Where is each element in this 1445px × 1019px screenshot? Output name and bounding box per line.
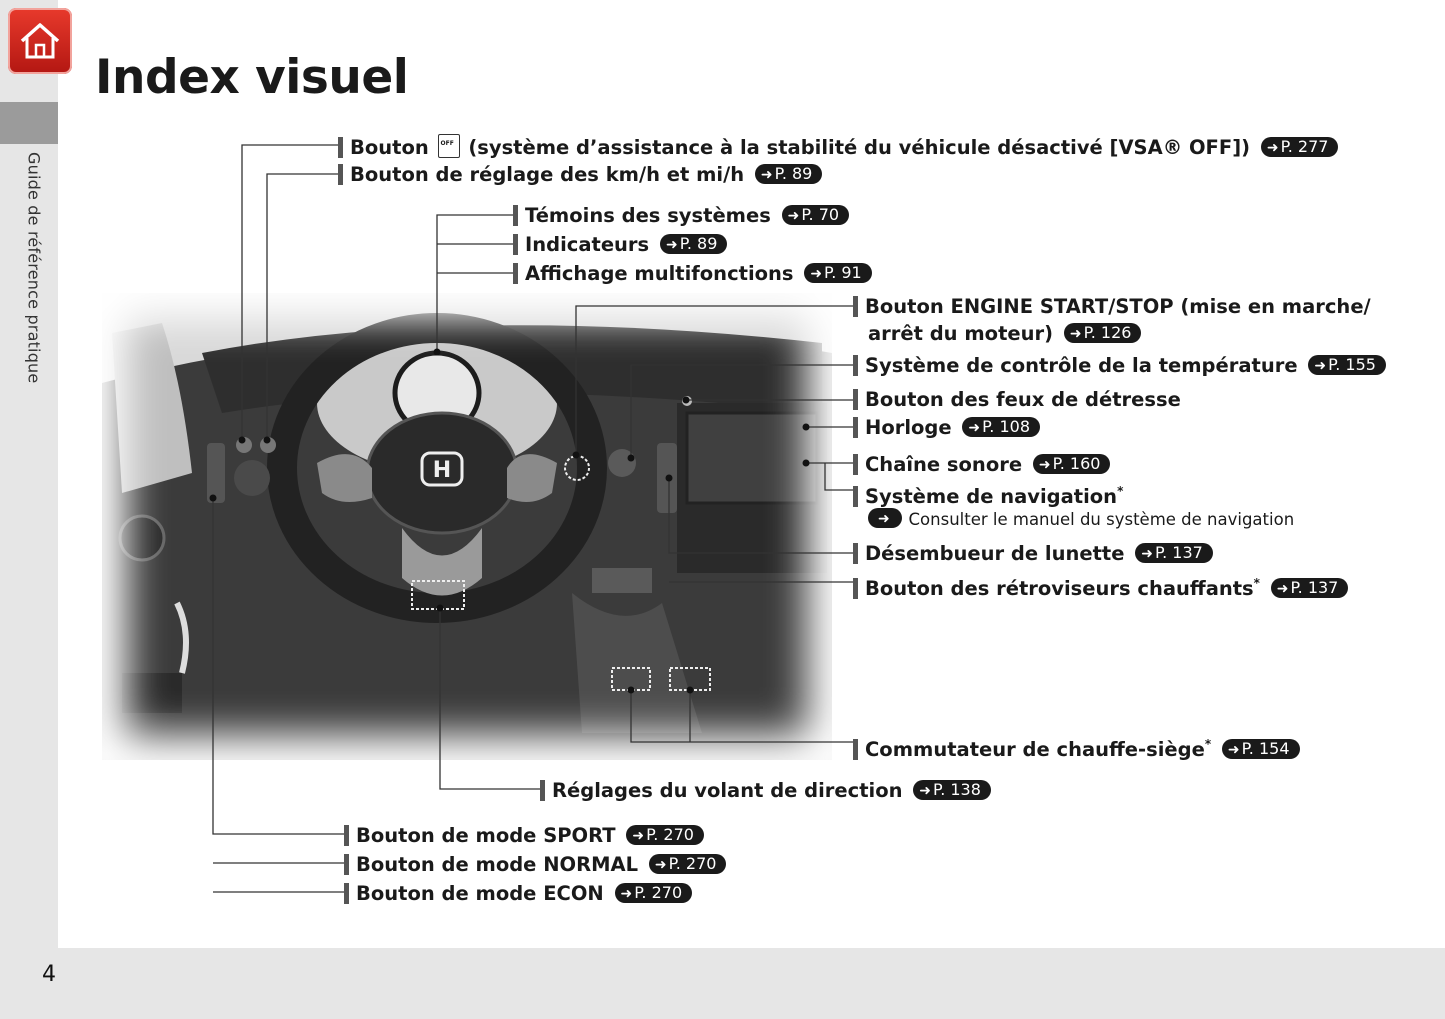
callout-temperature: Système de contrôle de la température ➜ P. 155 <box>853 354 1386 378</box>
callout-detresse: Bouton des feux de détresse <box>853 388 1181 412</box>
callout-volant: Réglages du volant de direction ➜ P. 138 <box>540 779 991 803</box>
callout-navigation: Système de navigation* <box>853 479 1123 509</box>
callout-sport: Bouton de mode SPORT ➜ P. 270 <box>344 824 704 848</box>
home-icon <box>18 21 62 61</box>
page-ref-link[interactable]: ➜ P. 138 <box>913 780 991 800</box>
page-ref-link[interactable]: ➜ P. 154 <box>1222 739 1300 759</box>
callout-normal: Bouton de mode NORMAL ➜ P. 270 <box>344 853 726 877</box>
page-title: Index visuel <box>95 50 409 105</box>
page-ref-link[interactable]: ➜ P. 155 <box>1308 355 1386 375</box>
callout-chaine-sonore: Chaîne sonore ➜ P. 160 <box>853 453 1110 477</box>
side-section-label: Guide de référence pratique <box>24 152 44 384</box>
page-ref-link[interactable]: ➜ P. 89 <box>755 164 822 184</box>
svg-text:H: H <box>432 458 452 483</box>
page-ref-link[interactable]: ➜ P. 270 <box>615 883 693 903</box>
callout-vsa-off: Bouton OFF (système d’assistance à la stabilité du véhicule désactivé [VSA® OFF]) ➜ P. 277 <box>338 134 1338 160</box>
vsa-off-icon: OFF <box>438 134 460 158</box>
callout-temoins: Témoins des systèmes ➜ P. 70 <box>513 204 849 228</box>
page-number: 4 <box>42 962 56 987</box>
callout-kmh: Bouton de réglage des km/h et mi/h ➜ P. 89 <box>338 163 822 187</box>
callout-engine-start: Bouton ENGINE START/STOP (mise en marche/ <box>853 295 1371 319</box>
callout-engine-start-line2: arrêt du moteur) ➜ P. 126 <box>868 322 1141 346</box>
callout-retroviseurs: Bouton des rétroviseurs chauffants* ➜ P. 137 <box>853 571 1348 601</box>
sidebar-tab-marker <box>0 102 58 144</box>
page-ref-link[interactable]: ➜ P. 270 <box>626 825 704 845</box>
page-ref-link[interactable]: ➜ P. 137 <box>1271 578 1349 598</box>
callout-horloge: Horloge ➜ P. 108 <box>853 416 1040 440</box>
callout-econ: Bouton de mode ECON ➜ P. 270 <box>344 882 692 906</box>
dashboard-photo <box>102 293 832 760</box>
page-ref-link[interactable]: ➜ P. 270 <box>649 854 727 874</box>
callout-desembueur: Désembueur de lunette ➜ P. 137 <box>853 542 1213 566</box>
footer-bar <box>0 948 1445 1019</box>
page-ref-link[interactable]: ➜ P. 91 <box>804 263 871 283</box>
callout-chauffe-siege: Commutateur de chauffe-siège* ➜ P. 154 <box>853 732 1300 762</box>
dashboard-illustration <box>102 293 832 760</box>
home-button[interactable] <box>8 8 72 74</box>
page-ref-link[interactable]: ➜ P. 108 <box>962 417 1040 437</box>
page-ref-link[interactable]: ➜ P. 137 <box>1135 543 1213 563</box>
callout-navigation-note: ➜ Consulter le manuel du système de navigation <box>868 507 1294 532</box>
page-ref-link[interactable]: ➜ P. 277 <box>1261 137 1339 157</box>
page-ref-link[interactable]: ➜ P. 126 <box>1064 323 1142 343</box>
callout-affichage: Affichage multifonctions ➜ P. 91 <box>513 262 872 286</box>
page-ref-link[interactable]: ➜ P. 160 <box>1033 454 1111 474</box>
page-ref-link[interactable]: ➜ P. 70 <box>782 205 849 225</box>
page-ref-link[interactable]: ➜ P. 89 <box>660 234 727 254</box>
callout-indicateurs: Indicateurs ➜ P. 89 <box>513 233 727 257</box>
nav-manual-link[interactable]: ➜ <box>868 508 902 528</box>
